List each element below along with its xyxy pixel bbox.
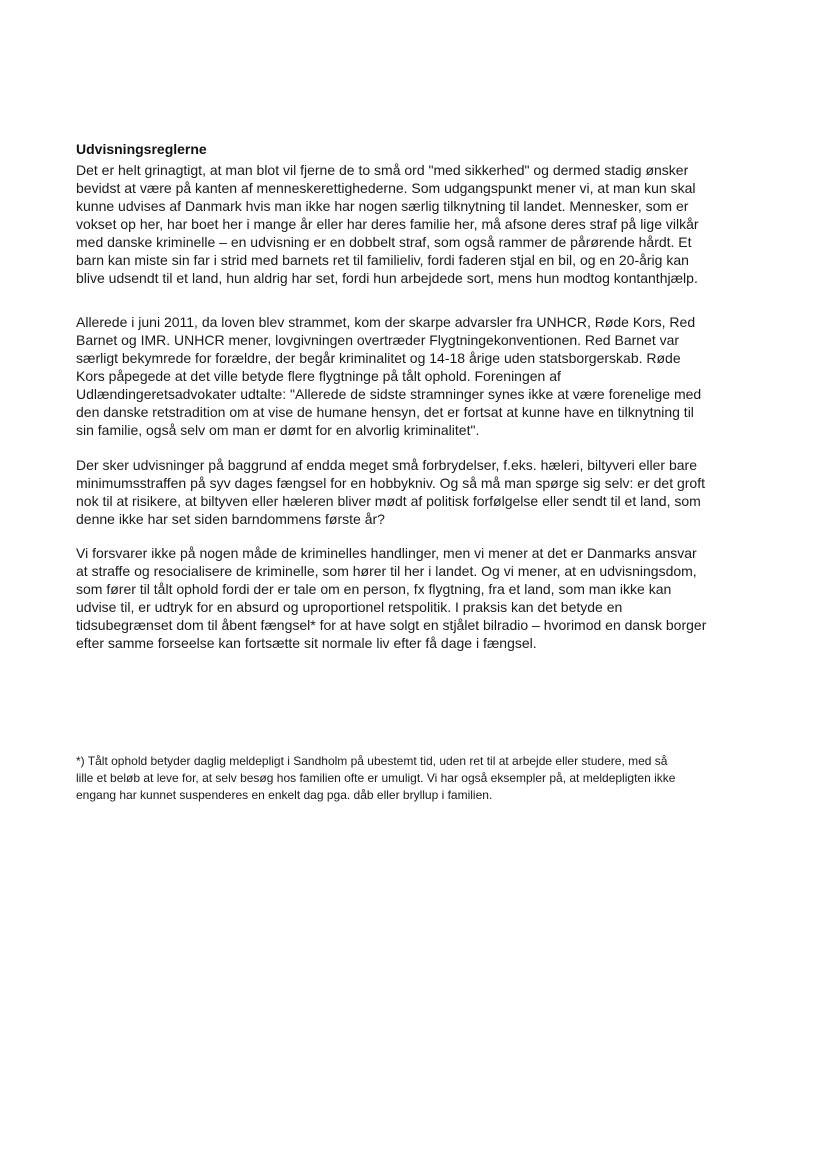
footnote-line: lille et beløb at leve for, at selv besøg hos familien ofte er umuligt. Vi har også eksempler på, at meldepligten ikke [76, 771, 676, 785]
paragraph-line: udvise til, er udtryk for en absurd og uproportionel retspolitik. I praksis kan det betyde en [76, 599, 623, 615]
paragraph-2 [76, 313, 776, 439]
paragraph-line: tidsubegrænset dom til åbent fængsel* for at have solgt en stjålet bilradio – hvorimod en dansk borger [76, 617, 707, 633]
footnote-line: *) Tålt ophold betyder daglig meldepligt i Sandholm på ubestemt tid, uden ret til at arbejde eller studere, med så [76, 754, 668, 768]
paragraph-line: Der sker udvisninger på baggrund af endda meget små forbrydelser, f.eks. hæleri, biltyveri eller bare [76, 457, 697, 473]
paragraph-line: kunne udvises af Danmark hvis man ikke har nogen særlig tilknytning til landet. Mennesker, som er [76, 198, 689, 214]
paragraph-line: at straffe og resocialisere de kriminelle, som hører til her i landet. Og vi mener, at en udvisningsdom, [76, 563, 697, 579]
paragraph-line: denne ikke har set siden barndommens første år? [76, 511, 385, 527]
paragraph-line: bevidst at være på kanten af menneskerettighederne. Som udgangspunkt mener vi, at man kun skal [76, 180, 696, 196]
paragraph-line: Allerede i juni 2011, da loven blev strammet, kom der skarpe advarsler fra UNHCR, Røde Kors, Red [76, 314, 696, 330]
paragraph-line: Vi forsvarer ikke på nogen måde de kriminelles handlinger, men vi mener at det er Danmarks ansvar [76, 545, 697, 561]
paragraph-1 [76, 161, 776, 287]
footnote [76, 753, 776, 804]
paragraph-line: som fører til tålt ophold fordi der er tale om en person, fx flygtning, fra et land, som man ikke kan [76, 581, 672, 597]
paragraph-line: barn kan miste sin far i strid med barnets ret til familieliv, fordi faderen stjal en bil, og en 20-årig kan [76, 252, 689, 268]
paragraph-line: Udlændingeretsadvokater udtalte: "Allerede de sidste stramninger synes ikke at være forenelige med [76, 386, 702, 402]
paragraph-line: Det er helt grinagtigt, at man blot vil fjerne de to små ord "med sikkerhed" og dermed stadig ønsker [76, 162, 689, 178]
paragraph-3 [76, 456, 776, 528]
paragraph-line: sin familie, også selv om man er dømt for en alvorlig kriminalitet". [76, 422, 480, 438]
paragraph-line: Kors påpegede at det ville betyde flere flygtninge på tålt ophold. Foreningen af [76, 368, 561, 384]
paragraph-line: den danske retstradition om at vise de humane hensyn, det er fortsat at kunne have en tilknytning til [76, 404, 694, 420]
paragraph-4 [76, 544, 776, 652]
paragraph-line: Barnet og IMR. UNHCR mener, lovgivningen overtræder Flygtningekonventionen. Red Barnet var [76, 332, 680, 348]
footnote-line: engang har kunnet suspenderes en enkelt dag pga. dåb eller bryllup i familien. [76, 788, 493, 802]
paragraph-line: efter samme forseelse kan fortsætte sit normale liv efter få dage i fængsel. [76, 635, 537, 651]
paragraph-line: vokset op her, har boet her i mange år eller har deres familie her, må afsone deres straf på lige vilkår [76, 216, 699, 232]
paragraph-line: særligt bekymrede for forældre, der begår kriminalitet og 14-18 årige uden statsborgerskab. Røde [76, 350, 681, 366]
section-heading: Udvisningsreglerne [76, 141, 207, 157]
paragraph-line: nok til at risikere, at biltyven eller hæleren bliver mødt af politisk forfølgelse eller sendt til et land, som [76, 493, 701, 509]
paragraph-line: blive udsendt til et land, hun aldrig har set, fordi hun arbejdede sort, mens hun modtog kontanthjælp. [76, 270, 698, 286]
paragraph-line: minimumsstraffen på syv dages fængsel for en hobbykniv. Og så må man spørge sig selv: er det groft [76, 475, 705, 491]
paragraph-line: med danske kriminelle – en udvisning er en dobbelt straf, som også rammer de pårørende hårdt. Et [76, 234, 692, 250]
